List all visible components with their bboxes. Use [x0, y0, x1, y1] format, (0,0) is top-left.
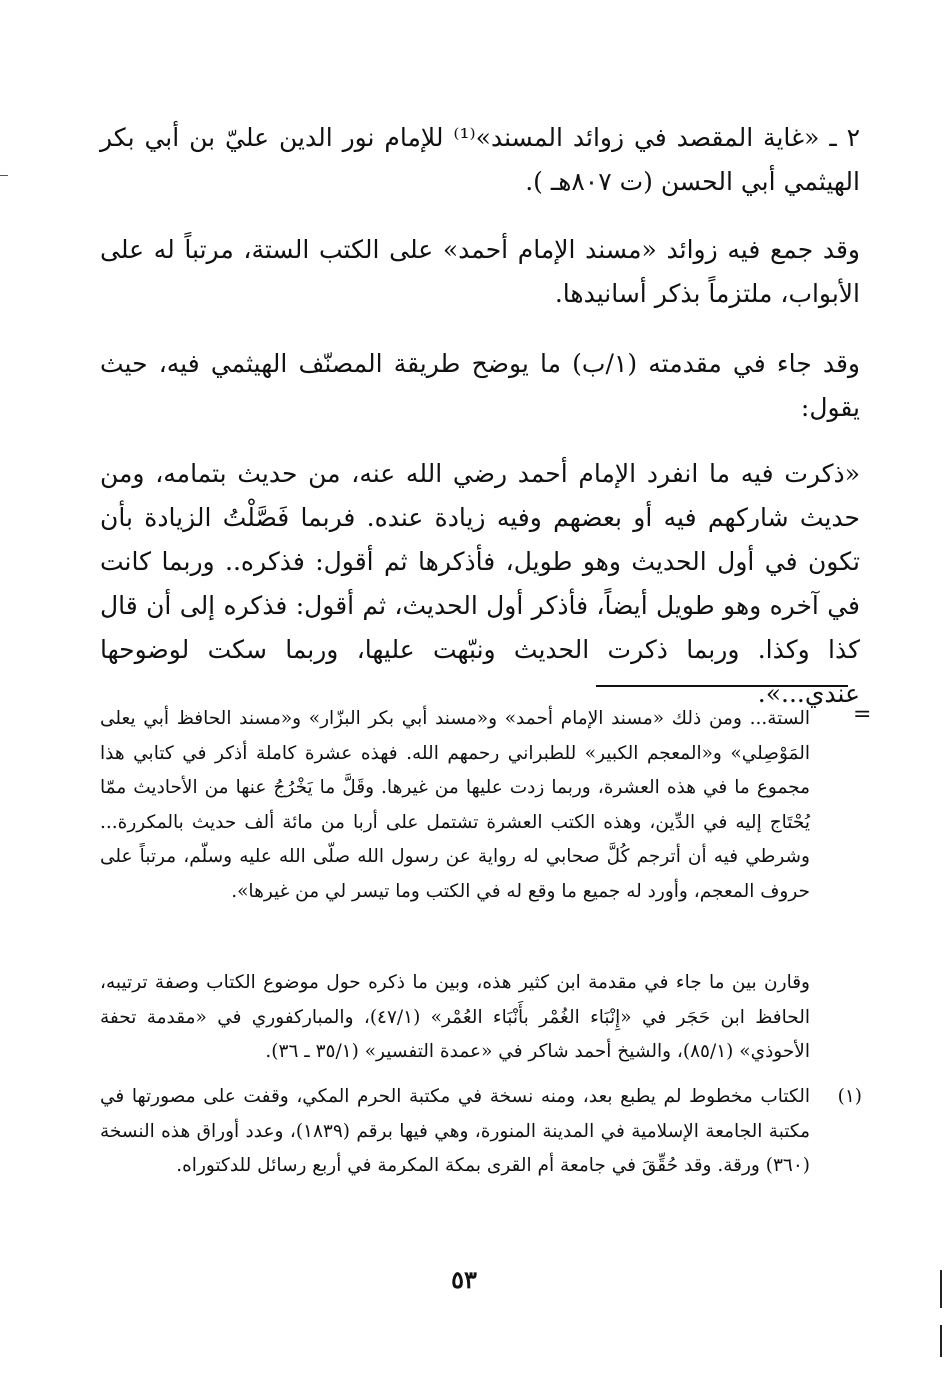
paragraph-quotation: «ذكرت فيه ما انفرد الإمام أحمد رضي الله عنه، من حديث بتمامه، ومن حديث شاركهم فيه أو بعضهم وفيه زيادة عنده. فربما فَصَّلْتُ الزيادة بأن تكون في أول الحديث وهو طويل، فأذكرها ثم أقول: فذكره.. وربما كانت في آخره وهو طويل أيضاً، فأذكر أول الحديث، ثم أقول: فذكره إلى أن قال كذا وكذا. وربما ذكرت الحديث ونبّهت عليها، وربما سكت لوضوحها عندي...».: [100, 459, 860, 708]
paragraph-introduction: وقد جاء في مقدمته (١/ب) ما يوضح طريقة المصنّف الهيثمي فيه، حيث يقول:: [100, 349, 860, 422]
footnote-number: (١): [837, 1086, 862, 1107]
edge-mark: [940, 1270, 942, 1308]
page-number: ٥٣: [451, 1265, 477, 1294]
footnote-separator: [596, 685, 848, 687]
footnote-manuscript-text: الكتاب مخطوط لم يطبع بعد، ومنه نسخة في مكتبة الحرم المكي، وقفت على مصورتها في مكتبة الجامعة الإسلامية في المدينة المنورة، وهي فيها برقم (١٨٣٩)، وعدد أوراق هذه النسخة (٣٦٠) ورقة. وقد حُقِّقَ في جامعة أم القرى بمكة المكرمة في أربع رسائل للدكتوراه.: [100, 1086, 810, 1176]
footnote-continuation-text: الستة... ومن ذلك «مسند الإمام أحمد» و«مسند أبي بكر البزّار» و«مسند الحافظ أبي يعلى المَوْصِلي» و«المعجم الكبير» للطبراني رحمهم الله. فهذه عشرة كاملة أذكر في كتابي هذا مجموع ما في هذه العشرة، وربما زدت عليها من غيرها. وقَلَّ ما يَخْرُجُ عنها من الأحاديث ممّا يُحْتَاج إليه في الدِّين، وهذه الكتب العشرة تشتمل على أربا من مائة ألف حديث بالمكررة... وشرطي فيه أن أترجم كُلَّ صحابي له رواية عن رسول الله صلّى الله عليه وسلّم، مرتباً على حروف المعجم، وأورد له جميع ما وقع له في الكتب وما تيسر لي من غيرها».: [100, 708, 810, 902]
footnote-continuation-mark: =: [853, 702, 872, 727]
footnote-comparison-text: وقارن بين ما جاء في مقدمة ابن كثير هذه، وبين ما ذكره حول موضوع الكتاب وصفة ترتيبه، الحافظ ابن حَجَر في «إِنْبَاء الغُمْر بأَنْبَاء العُمْر» (٤٧/١)، والمباركفوري في «مقدمة تحفة الأحوذي» (٨٥/١)، والشيخ أحمد شاكر في «عمدة التفسير» (٣٥/١ ـ ٣٦).: [100, 972, 810, 1062]
edge-mark: [940, 1325, 942, 1357]
paragraph-book-title: ٢ ـ «غاية المقصد في زوائد المسند»⁽¹⁾ للإمام نور الدين عليّ بن أبي بكر الهيثمي أبي الحسن (ت ٨٠٧هـ ).: [100, 123, 860, 196]
paragraph-description: وقد جمع فيه زوائد «مسند الإمام أحمد» على الكتب الستة، مرتباً له على الأبواب، ملتزماً بذكر أسانيدها.: [100, 235, 860, 308]
margin-tick: [0, 175, 8, 176]
